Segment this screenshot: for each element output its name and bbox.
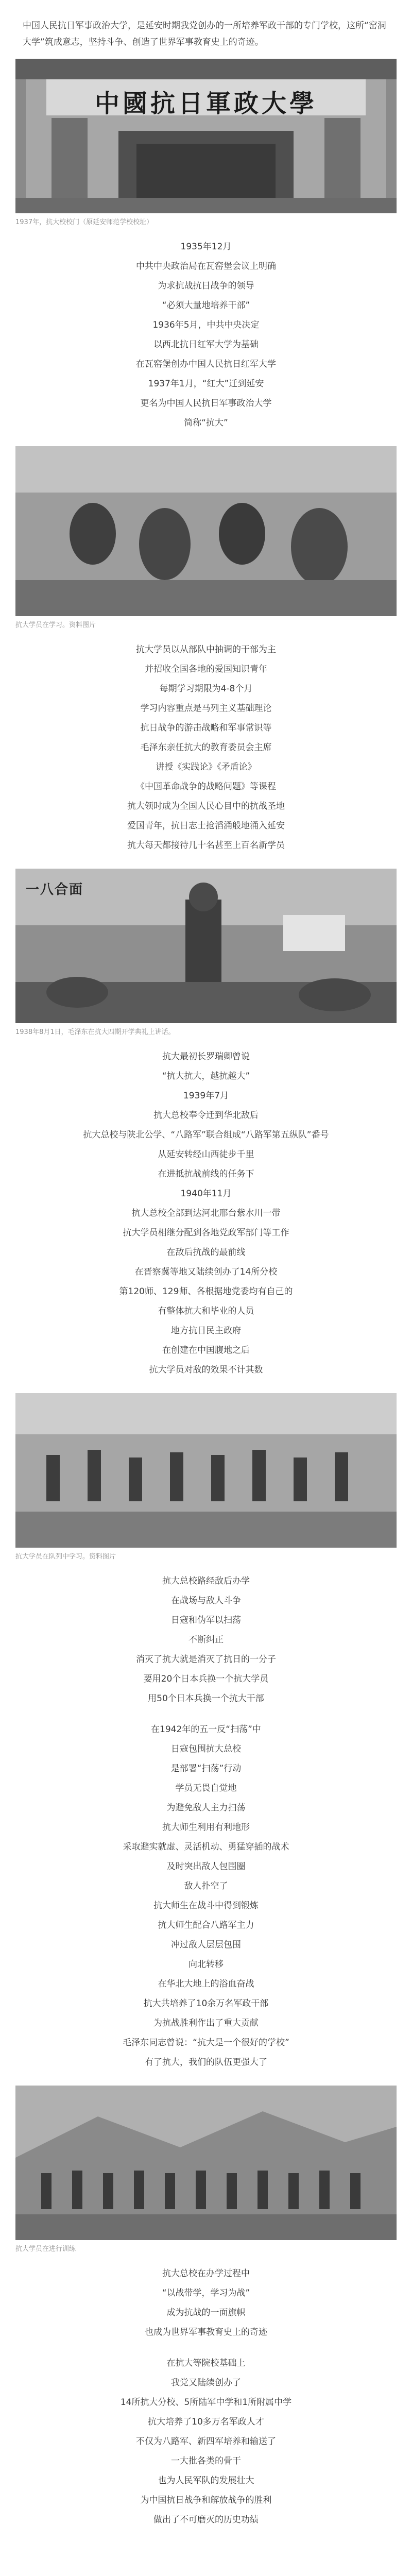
- text-line: 14所抗大分校、5所陆军中学和1所附属中学: [120, 2397, 292, 2408]
- history-block-2: [0, 640, 412, 855]
- text-line: 要用20个日本兵换一个抗大学员: [143, 1674, 269, 1684]
- text-line: 第120师、129师、各根据地党委均有自己的: [119, 1286, 293, 1297]
- students-formation-caption: 抗大学员在队列中学习。资料图片: [15, 1553, 116, 1561]
- text-line: 为中国抗日战争和解放战争的胜利: [140, 2495, 272, 2505]
- text-line: 也为人民军队的发展壮大: [158, 2476, 254, 2486]
- text-line: 抗大总校奉令迁到华北敌后: [153, 1110, 259, 1121]
- text-line: 抗大总校与陕北公学、“八路军”联合组成“八路军第五纵队”番号: [83, 1130, 329, 1140]
- text-line: 抗大师生在战斗中得到锻炼: [153, 1901, 259, 1911]
- text-line: 一大批各类的骨干: [171, 2456, 241, 2466]
- text-line: 毛泽东同志曾说：“抗大是一个很好的学校”: [123, 2038, 289, 2048]
- text-line: 地方抗日民主政府: [171, 1326, 241, 1336]
- text-line: 在战场与敌人斗争: [171, 1596, 241, 1606]
- text-line: 为避免敌人主力扫荡: [166, 1803, 246, 1813]
- text-line: “以战带学，学习为战”: [162, 2288, 250, 2298]
- text-line: 爱国青年，抗日志士抢滔涌般地涌入延安: [127, 821, 285, 831]
- text-line: 为抗战胜利作出了重大贡献: [153, 2018, 259, 2028]
- text-line: 抗大师生利用有利地形: [162, 1822, 250, 1833]
- text-line: 日寇包围抗大总校: [171, 1744, 241, 1754]
- text-line: 采取避实就虚、灵活机动、勇猛穿插的战术: [123, 1842, 289, 1852]
- history-block-4: [0, 1571, 412, 1708]
- text-line: 抗大学员以从部队中抽调的干部为主: [136, 645, 276, 655]
- text-line: 敌人扑空了: [184, 1881, 228, 1891]
- text-line: 在1942年的五一反“扫荡”中: [151, 1724, 261, 1735]
- training-illustration: [15, 2086, 397, 2240]
- text-line: 更名为中国人民抗日军事政治大学: [140, 398, 272, 409]
- students-formation-illustration: [15, 1393, 397, 1548]
- school-gate-caption: 1937年，抗大校校门（原延安师范学校校址）: [15, 218, 153, 226]
- text-line: 不仅为八路军、新四军培养和输送了: [136, 2436, 276, 2447]
- text-line: 消灭了抗大就是消灭了抗日的一分子: [136, 1654, 276, 1665]
- text-line: 做出了不可磨灭的历史功绩: [153, 2515, 259, 2525]
- text-line: 抗大共培养了10余万名军政干部: [143, 1998, 269, 2009]
- text-line: 《中国革命战争的战略问题》等课程: [136, 782, 276, 792]
- text-line: 用50个日本兵换一个抗大干部: [148, 1693, 264, 1704]
- opening-ceremony-caption: 1938年8月1日，毛泽东在抗大四期开学典礼上讲话。: [15, 1028, 175, 1036]
- text-line: 在进抵抗战前线的任务下: [158, 1169, 254, 1179]
- text-line: 也成为世界军事教育史上的奇迹: [145, 2327, 267, 2337]
- text-line: 1939年7月: [183, 1091, 229, 1101]
- text-line: 中共中央政治局在瓦窑堡会议上明确: [136, 261, 276, 272]
- text-line: 从延安转经山西徒步千里: [158, 1149, 254, 1160]
- text-line: 冲过敌人层层包围: [171, 1940, 241, 1950]
- text-line: 在华北大地上的浴血奋战: [158, 1979, 254, 1989]
- text-line: 并招收全国各地的爱国知识青年: [145, 664, 267, 674]
- text-line: 在抗大等院校基础上: [166, 2358, 246, 2368]
- history-block-1: [0, 237, 412, 433]
- text-line: 以西北抗日红军大学为基础: [153, 340, 259, 350]
- text-line: “必须大量地培养干部”: [162, 300, 250, 311]
- text-line: 讲授《实践论》《矛盾论》: [156, 762, 256, 772]
- text-line: 抗大最初长罗瑞卿曾说: [162, 1052, 250, 1062]
- text-line: 1940年11月: [180, 1189, 232, 1199]
- history-block-7: [0, 2353, 412, 2530]
- training-caption: 抗大学员在进行训练: [15, 2245, 76, 2253]
- history-block-5: [0, 1720, 412, 2072]
- text-line: 在瓦窑堡创办中国人民抗日红军大学: [136, 359, 276, 369]
- text-line: 1935年12月: [180, 242, 232, 252]
- history-block-3: [0, 1047, 412, 1380]
- text-line: 向北转移: [188, 1959, 224, 1970]
- students-formation-photo: [15, 1393, 397, 1548]
- text-line: 成为抗战的一面旗帜: [166, 2308, 246, 2318]
- text-line: 不断纠正: [188, 1635, 224, 1645]
- text-line: 抗大每天都接待几十名甚至上百名新学员: [127, 840, 285, 851]
- history-block-6: [0, 2264, 412, 2342]
- text-line: 抗大总校在办学过程中: [162, 2268, 250, 2279]
- text-line: 抗大总校全部到达河北邢台紫水川一带: [131, 1208, 281, 1218]
- text-line: 抗大学员对敌的效果不计其数: [149, 1365, 263, 1375]
- school-gate-banner: 中國抗日軍政大學: [94, 89, 317, 118]
- text-line: 学习内容重点是马列主义基础理论: [140, 703, 272, 714]
- text-line: 抗日战争的游击战略和军事常识等: [140, 723, 272, 733]
- training-photo: [15, 2086, 397, 2240]
- text-line: 在晋察冀等地又陆续创办了14所分校: [134, 1267, 278, 1277]
- text-line: 有了抗大，我们的队伍更强大了: [145, 2057, 267, 2067]
- text-line: 是部署“扫荡”行动: [170, 1764, 242, 1774]
- school-gate-photo: [15, 59, 397, 213]
- text-line: 我党又陆续创办了: [171, 2378, 241, 2388]
- ceremony-banner: 一八合面: [26, 882, 84, 897]
- text-line: 抗大学员相继分配到各地党政军部门等工作: [123, 1228, 289, 1238]
- students-studying-photo: [15, 446, 397, 616]
- text-line: 有整体抗大和毕业的人员: [158, 1306, 254, 1316]
- text-line: 抗大总校路经敌后办学: [162, 1576, 250, 1586]
- text-line: 简称“抗大”: [184, 418, 228, 428]
- text-line: “抗大抗大，越抗越大”: [162, 1071, 250, 1081]
- students-studying-caption: 抗大学员在学习。资料图片: [15, 621, 96, 629]
- text-line: 日寇和伪军以扫荡: [171, 1615, 241, 1625]
- text-line: 为求抗战抗日战争的领导: [158, 281, 254, 291]
- text-line: 学员无畏自觉地: [175, 1783, 237, 1793]
- text-line: 毛泽东亲任抗大的教育委员会主席: [140, 742, 272, 753]
- text-line: 抗大培养了10多万名军政人才: [148, 2417, 264, 2427]
- text-line: 1936年5月，中共中央决定: [152, 320, 260, 330]
- text-line: 每期学习期限为4-8个月: [159, 684, 253, 694]
- text-line: 抗大领时成为全国人民心目中的抗战圣地: [127, 801, 285, 811]
- intro-paragraph: 中国人民抗日军事政治大学，是延安时期我党创办的一所培养军政干部的专门学校，这所“窑洞大学”筑成意志，坚持斗争、创造了世界军事教育史上的奇迹。: [23, 21, 386, 47]
- text-line: 在敌后抗战的最前线: [166, 1247, 246, 1258]
- school-gate-illustration: [15, 59, 397, 213]
- text-line: 抗大师生配合八路军主力: [158, 1920, 254, 1930]
- text-line: 1937年1月，“红大”迁到延安: [148, 379, 264, 389]
- text-line: 及时突出敌人包围圈: [166, 1861, 246, 1872]
- students-studying-illustration: [15, 446, 397, 616]
- opening-ceremony-photo: [15, 869, 397, 1023]
- text-line: 在创建在中国腹地之后: [162, 1345, 250, 1355]
